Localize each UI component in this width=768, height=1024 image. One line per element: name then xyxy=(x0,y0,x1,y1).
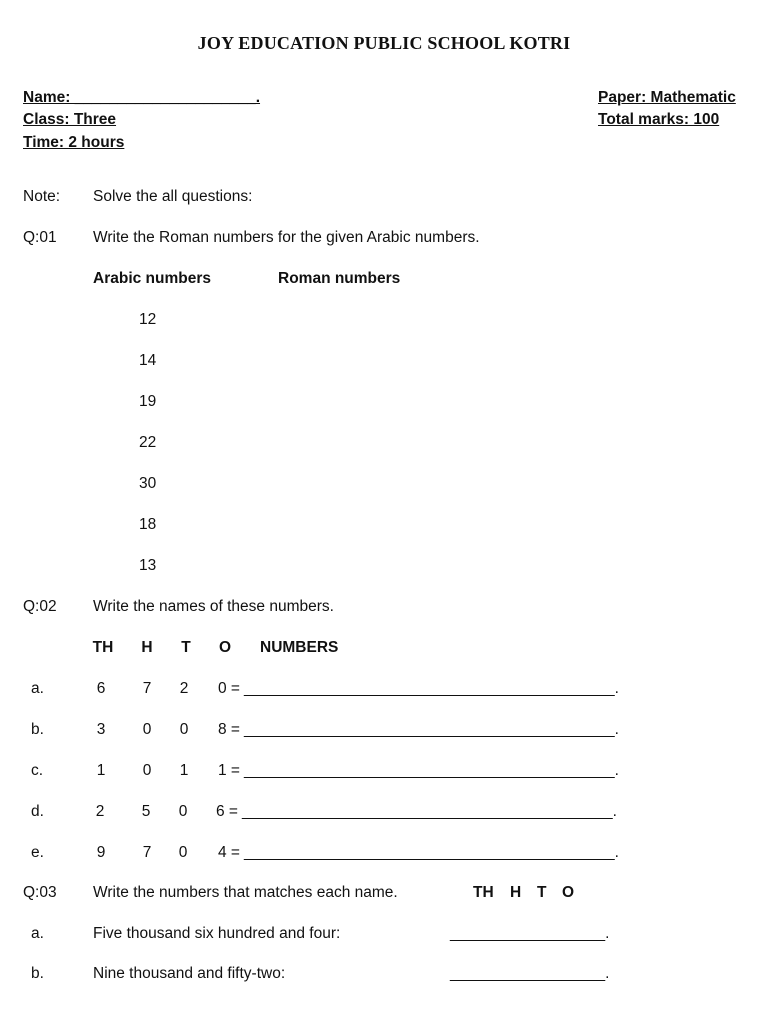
q2-label: Q:02 xyxy=(23,598,57,615)
answer-line[interactable]: __________________. xyxy=(450,925,610,942)
answer-line[interactable]: ___________________________________________. xyxy=(244,844,619,861)
answer-line[interactable]: ___________________________________________. xyxy=(244,680,619,697)
row-letter: a. xyxy=(31,925,44,942)
q1-number: 30 xyxy=(139,475,157,492)
q3-header-t: T xyxy=(537,884,547,901)
digit-t: 1 xyxy=(179,762,189,779)
row-letter: e. xyxy=(31,844,44,861)
digit-th: 2 xyxy=(95,803,105,820)
digit-th: 1 xyxy=(96,762,106,779)
digit-h: 7 xyxy=(142,844,152,861)
q1-number: 22 xyxy=(139,434,157,451)
digit-o: 6 = xyxy=(216,803,238,820)
digit-h: 7 xyxy=(142,680,152,697)
digit-h: 0 xyxy=(142,721,152,738)
class-label: Class: Three xyxy=(23,111,117,128)
answer-line[interactable]: __________________. xyxy=(450,965,610,982)
digit-th: 9 xyxy=(96,844,106,861)
q1-label: Q:01 xyxy=(23,229,57,246)
q3-header-h: H xyxy=(510,884,522,901)
q1-number: 14 xyxy=(139,352,157,369)
digit-h: 0 xyxy=(142,762,152,779)
digit-o: 0 = xyxy=(218,680,240,697)
q2-header-o: O xyxy=(218,639,232,656)
q2-header-t: T xyxy=(181,639,191,656)
q1-number: 13 xyxy=(139,557,157,574)
total-marks-label: Total marks: 100 xyxy=(598,111,720,128)
digit-h: 5 xyxy=(141,803,151,820)
row-letter: c. xyxy=(31,762,44,779)
q3-label: Q:03 xyxy=(23,884,57,901)
digit-t: 0 xyxy=(178,844,188,861)
q2-text: Write the names of these numbers. xyxy=(93,598,334,615)
answer-line[interactable]: ___________________________________________. xyxy=(244,721,619,738)
paper-label: Paper: Mathematic xyxy=(598,89,736,106)
q3-header-th: TH xyxy=(473,884,494,901)
answer-line[interactable]: ___________________________________________. xyxy=(244,762,619,779)
row-letter: b. xyxy=(31,721,44,738)
q2-header-h: H xyxy=(141,639,153,656)
row-letter: d. xyxy=(31,803,44,820)
q3-header-o: O xyxy=(562,884,575,901)
digit-t: 2 xyxy=(179,680,189,697)
q1-col-arabic: Arabic numbers xyxy=(93,270,212,287)
row-letter: a. xyxy=(31,680,44,697)
q1-number: 19 xyxy=(139,393,157,410)
note-label: Note: xyxy=(23,188,61,205)
note-text: Solve the all questions: xyxy=(93,188,253,205)
page-title: JOY EDUCATION PUBLIC SCHOOL KOTRI xyxy=(197,33,571,53)
digit-o: 4 = xyxy=(218,844,240,861)
digit-th: 6 xyxy=(96,680,106,697)
number-name: Five thousand six hundred and four: xyxy=(93,925,341,942)
q2-header-th: TH xyxy=(92,639,114,656)
q2-header-numbers: NUMBERS xyxy=(260,639,339,656)
digit-o: 8 = xyxy=(218,721,240,738)
digit-o: 1 = xyxy=(218,762,240,779)
q3-text: Write the numbers that matches each name. xyxy=(93,884,398,901)
q1-text: Write the Roman numbers for the given Arabic numbers. xyxy=(93,229,480,246)
q1-number: 12 xyxy=(139,311,157,328)
row-letter: b. xyxy=(31,965,44,982)
number-name: Nine thousand and fifty-two: xyxy=(93,965,286,982)
digit-th: 3 xyxy=(96,721,106,738)
q1-number: 18 xyxy=(139,516,157,533)
digit-t: 0 xyxy=(179,721,189,738)
name-field: Name: _____________________. xyxy=(23,89,261,106)
q1-col-roman: Roman numbers xyxy=(278,270,401,287)
digit-t: 0 xyxy=(178,803,188,820)
time-label: Time: 2 hours xyxy=(23,134,125,151)
answer-line[interactable]: ___________________________________________. xyxy=(242,803,617,820)
